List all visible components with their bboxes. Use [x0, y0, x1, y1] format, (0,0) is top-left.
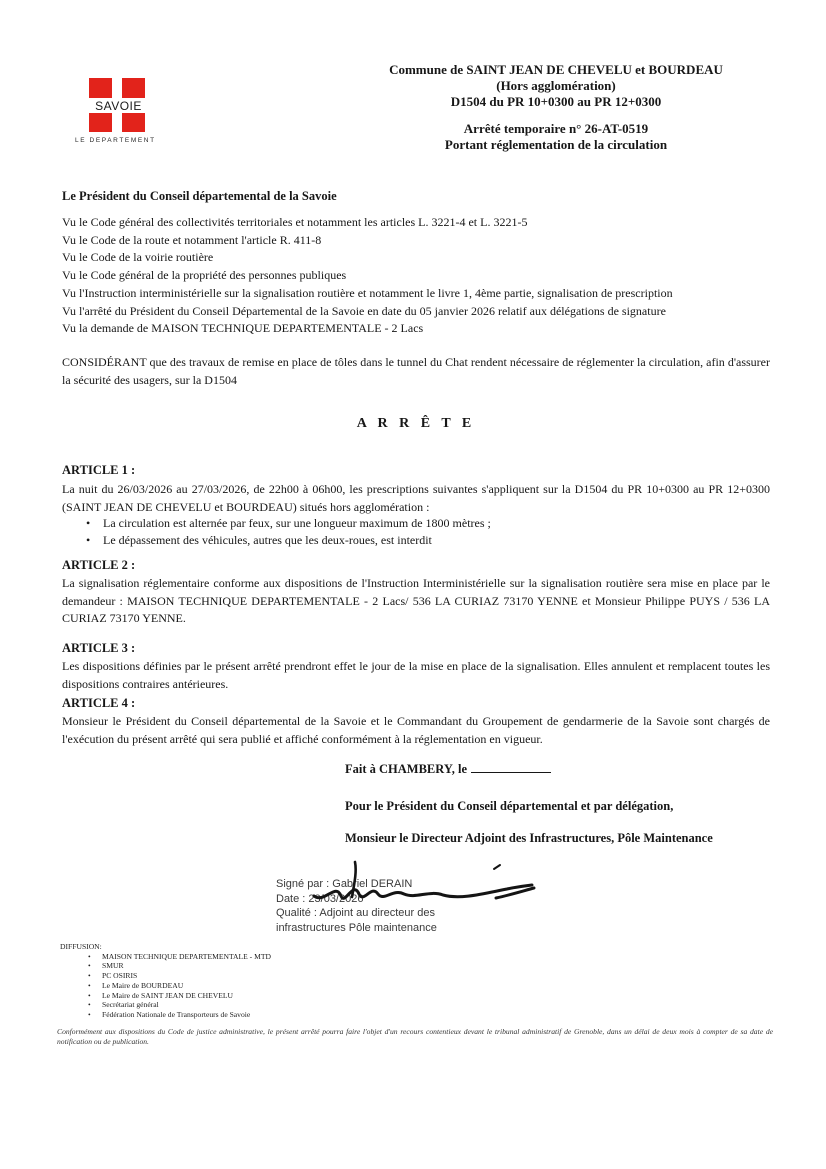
article-4-title: ARTICLE 4 :	[62, 696, 136, 710]
director-line: Monsieur le Directeur Adjoint des Infrastructures, Pôle Maintenance	[345, 831, 713, 845]
president-heading: Le Président du Conseil départemental de la Savoie	[62, 189, 337, 203]
header-arrete-number: Arrêté temporaire n° 26-AT-0519	[463, 121, 649, 136]
savoie-cross-icon	[89, 78, 146, 132]
vu-item: Vu le Code général de la propriété des personnes publiques	[62, 268, 347, 283]
savoie-logo	[75, 78, 209, 144]
vu-item: Vu l'Instruction interministérielle sur la signalisation routière et notamment le livre 1, 4ème partie, signalisation de prescription	[62, 285, 673, 300]
signature-date-line: Date : 23/03/2026	[276, 892, 364, 905]
considerant-paragraph: CONSIDÉRANT que des travaux de remise en place de tôles dans le tunnel du Chat rendent nécessaire de réglementer la circulation, afin d'assurer la sécurité des usagers, sur la D1504	[62, 355, 770, 387]
header-road-section: D1504 du PR 10+0300 au PR 12+0300	[450, 94, 662, 109]
article-4-body: Monsieur le Président du Conseil départemental de la Savoie et le Commandant du Groupement de gendarmerie de la Savoie sont chargés de l'exécution du présent arrêté qui sera publié et affiché conformément à la réglementation en vigueur.	[62, 714, 770, 746]
logo-title: SAVOIE	[95, 98, 142, 113]
date-blank-line	[471, 769, 551, 773]
article-1-bullet: • La circulation est alternée par feux, sur une longueur maximum de 1800 mètres ;	[62, 515, 770, 532]
signature-quality-line: infrastructures Pôle maintenance	[276, 921, 437, 934]
diffusion-item: • Le Maire de BOURDEAU	[60, 981, 271, 991]
arrete-heading: A R R Ê T E	[356, 416, 476, 431]
header-commune-line: Commune de SAINT JEAN DE CHEVELU et BOURDEAU	[389, 62, 723, 77]
header-arrete-object: Portant réglementation de la circulation	[444, 137, 668, 152]
article-2-title: ARTICLE 2 :	[62, 558, 136, 572]
diffusion-item: • Le Maire de SAINT JEAN DE CHEVELU	[60, 991, 271, 1001]
header-arrete-block	[340, 121, 772, 153]
vu-list	[62, 214, 770, 338]
vu-item: Vu le Code de la route et notamment l'article R. 411-8	[62, 232, 322, 247]
logo-subtitle: LE DEPARTEMENT	[75, 137, 156, 144]
vu-item: Vu l'arrêté du Président du Conseil Départemental de la Savoie en date du 05 janvier 2026 relatif aux délégations de signature	[62, 303, 666, 318]
handwritten-signature-scrawl	[300, 852, 540, 908]
article-1-bullets	[62, 515, 770, 549]
diffusion-section	[60, 942, 271, 1020]
article-1-title: ARTICLE 1 :	[62, 463, 136, 477]
diffusion-title: DIFFUSION:	[60, 942, 102, 951]
diffusion-item: • MAISON TECHNIQUE DEPARTEMENTALE - MTD	[60, 952, 271, 962]
vu-item: Vu le Code général des collectivités territoriales et notamment les articles L. 3221-4 et L. 3221-5	[62, 215, 528, 229]
diffusion-item: • SMUR	[60, 961, 271, 971]
article-3-body: Les dispositions définies par le présent arrêté prendront effet le jour de la mise en place de la signalisation. Elles annulent et remplacent toutes les dispositions contraires antérieures.	[62, 659, 770, 691]
signature-quality-line: Qualité : Adjoint au directeur des	[276, 907, 435, 920]
vu-item: Vu la demande de MAISON TECHNIQUE DEPARTEMENTALE - 2 Lacs	[62, 321, 424, 336]
logo-band	[85, 98, 152, 113]
article-2-body: La signalisation réglementaire conforme aux dispositions de l'Instruction Interministérielle sur la signalisation routière sera mise en place par le demandeur : MAISON TECHNIQUE DEPARTEMENTALE - 2 Lacs/ 536 LA CURIAZ 73170 YENNE et Monsieur Philippe PUYS / 536 LA CURIAZ 73170 YENNE.	[62, 576, 770, 625]
delegation-line: Pour le Président du Conseil départemental et par délégation,	[345, 799, 674, 813]
header-hors-agglomeration: (Hors agglomération)	[496, 78, 616, 93]
fait-a-line	[345, 762, 551, 777]
article-3-title: ARTICLE 3 :	[62, 641, 136, 655]
fait-a-label: Fait à CHAMBERY, le	[345, 762, 468, 776]
diffusion-item: • Fédération Nationale de Transporteurs de Savoie	[60, 1010, 271, 1020]
legal-recourse-notice: Conformément aux dispositions du Code de justice administrative, le présent arrêté pourra faire l'objet d'un recours contentieux devant le tribunal administratif de Grenoble, dans un délai de deux mois à compter de sa date de notification ou de publication.	[57, 1027, 773, 1046]
diffusion-item: • PC OSIRIS	[60, 971, 271, 981]
article-1-body: La nuit du 26/03/2026 au 27/03/2026, de 22h00 à 06h00, les prescriptions suivantes s'appliquent sur la D1504 du PR 10+0300 au PR 12+0300 (SAINT JEAN DE CHEVELU et BOURDEAU) situés hors agglomération :	[62, 482, 770, 514]
vu-item: Vu le Code de la voirie routière	[62, 250, 214, 265]
diffusion-item: • Secrétariat général	[60, 1000, 271, 1010]
header-commune-block	[340, 62, 772, 110]
signed-by-line: Signé par : Gabriel DERAIN	[276, 878, 413, 890]
article-1-bullet: • Le dépassement des véhicules, autres que les deux-roues, est interdit	[62, 532, 770, 549]
